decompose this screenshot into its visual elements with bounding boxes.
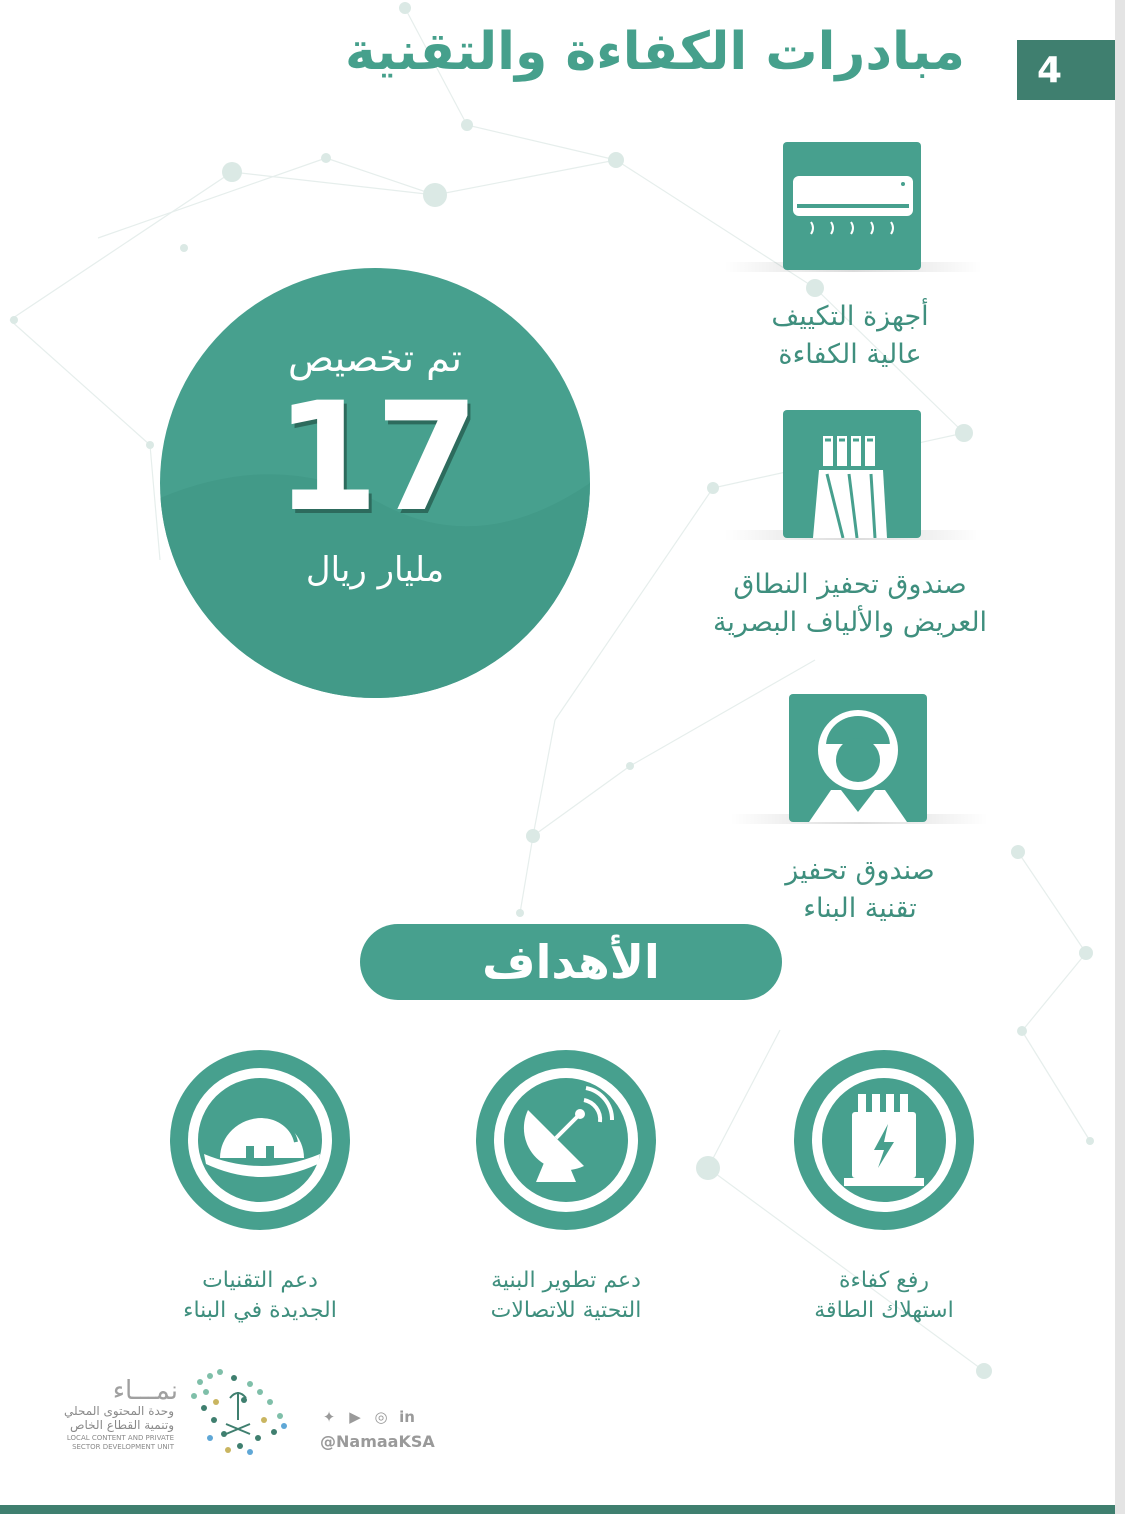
saudi-map-logo-icon	[180, 1362, 296, 1462]
namaa-logo-en2: SECTOR DEVELOPMENT UNIT	[72, 1443, 174, 1451]
initiative-fiber-line1: صندوق تحفيز النطاق	[733, 569, 967, 600]
namaa-logo-name: نمـــاء	[112, 1376, 178, 1406]
social-handle[interactable]: @NamaaKSA	[320, 1432, 435, 1451]
fiber-optic-cable-icon	[783, 410, 921, 538]
social-icons	[320, 1408, 416, 1426]
goal-construction-line1: دعم التقنيات	[202, 1268, 318, 1293]
section-number-badge: 4	[1017, 40, 1115, 100]
goal-telecom-line2: التحتية للاتصالات	[490, 1298, 642, 1323]
twitter-icon[interactable]: ✦	[322, 1408, 336, 1426]
hard-hat-icon	[170, 1050, 350, 1230]
air-conditioner-icon	[783, 142, 921, 270]
initiative-label-ac	[700, 298, 1000, 374]
initiative-construction-line2: تقنية البناء	[803, 893, 917, 924]
goal-construction-line2: الجديدة في البناء	[183, 1298, 337, 1323]
page-edge	[1115, 0, 1125, 1514]
initiative-label-fiber	[700, 566, 1000, 642]
page-title: مبادرات الكفاءة والتقنية	[345, 22, 965, 82]
initiative-construction-line1: صندوق تحفيز	[785, 855, 935, 886]
initiative-fiber-line2: العريض والألياف البصرية	[712, 607, 988, 638]
goal-ring-telecom	[476, 1050, 656, 1230]
namaa-logo-line2: وتنمية القطاع الخاص	[70, 1418, 174, 1432]
initiative-label-construction	[710, 852, 1010, 928]
initiative-tile-ac	[783, 142, 921, 270]
allocation-unit: مليار ريال	[305, 550, 445, 590]
goals-heading: الأهداف	[360, 924, 782, 1000]
construction-worker-icon	[789, 694, 927, 822]
allocation-label: تم تخصيص	[287, 336, 463, 380]
initiative-tile-fiber	[783, 410, 921, 538]
goal-ring-energy	[794, 1050, 974, 1230]
allocation-amount: 17	[274, 371, 476, 545]
allocation-circle	[160, 268, 590, 698]
satellite-dish-icon	[476, 1050, 656, 1230]
initiative-ac-line1: أجهزة التكييف	[771, 301, 929, 332]
electric-transformer-icon	[794, 1050, 974, 1230]
goal-energy-line1: رفع كفاءة	[838, 1268, 930, 1293]
initiative-ac-line2: عالية الكفاءة	[778, 339, 922, 370]
youtube-icon[interactable]: ▶	[349, 1408, 361, 1426]
namaa-logo-line1: وحدة المحتوى المحلي	[64, 1404, 174, 1418]
initiative-tile-construction	[789, 694, 927, 822]
goal-energy-line2: استهلاك الطاقة	[814, 1298, 954, 1323]
namaa-logo-en1: LOCAL CONTENT AND PRIVATE	[66, 1434, 174, 1442]
goal-label-construction	[130, 1266, 390, 1326]
instagram-icon[interactable]: ◎	[374, 1408, 388, 1426]
goal-label-energy	[754, 1266, 1014, 1326]
goal-telecom-line1: دعم تطوير البنية	[491, 1268, 641, 1293]
linkedin-icon[interactable]: in	[399, 1408, 415, 1426]
bottom-bar	[0, 1505, 1115, 1514]
goal-ring-construction	[170, 1050, 350, 1230]
goal-label-telecom	[436, 1266, 696, 1326]
